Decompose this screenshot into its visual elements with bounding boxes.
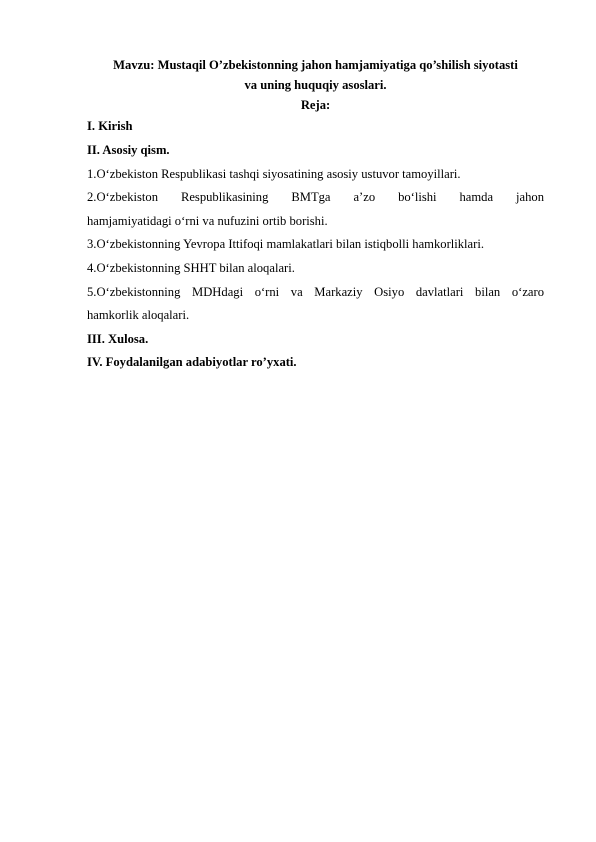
plan-item-2-line-1: 2.O‘zbekiston Respublikasining BMTga a’zo bo‘lishi hamda jahon	[87, 190, 544, 205]
plan-item-references: IV. Foydalanilgan adabiyotlar ro’yxati.	[87, 355, 297, 370]
plan-item-2	[87, 186, 544, 233]
plan-item-4: 4.O‘zbekistonning SHHT bilan aloqalari.	[87, 260, 295, 275]
plan-item-5-line-2: hamkorlik aloqalari.	[87, 308, 190, 323]
plan-heading: Reja:	[300, 97, 331, 112]
plan-item-5-line-1: 5.O‘zbekistonning MDHdagi o‘rni va Markaziy Osiyo davlatlari bilan o‘zaro	[87, 284, 544, 299]
plan-item-introduction: I. Kirish	[87, 119, 133, 134]
plan-item-3: 3.O‘zbekistonning Yevropa Ittifoqi mamlakatlari bilan istiqbolli hamkorliklari.	[87, 237, 484, 252]
plan-item-1: 1.O‘zbekiston Respublikasi tashqi siyosatining asosiy ustuvor tamoyillari.	[87, 166, 461, 181]
plan-item-main-part: II. Asosiy qism.	[87, 142, 170, 157]
title-line-2: va uning huquqiy asoslari.	[244, 77, 387, 92]
plan-item-5	[87, 281, 544, 328]
plan-item-2-line-2: hamjamiyatidagi o‘rni va nufuzini ortib borishi.	[87, 213, 328, 228]
document-title	[87, 56, 544, 96]
title-line-1: Mavzu: Mustaqil O’zbekistonning jahon hamjamiyatiga qo’shilish siyotasti	[113, 58, 518, 72]
plan-item-conclusion: III. Xulosa.	[87, 331, 149, 346]
document-page	[87, 56, 544, 375]
